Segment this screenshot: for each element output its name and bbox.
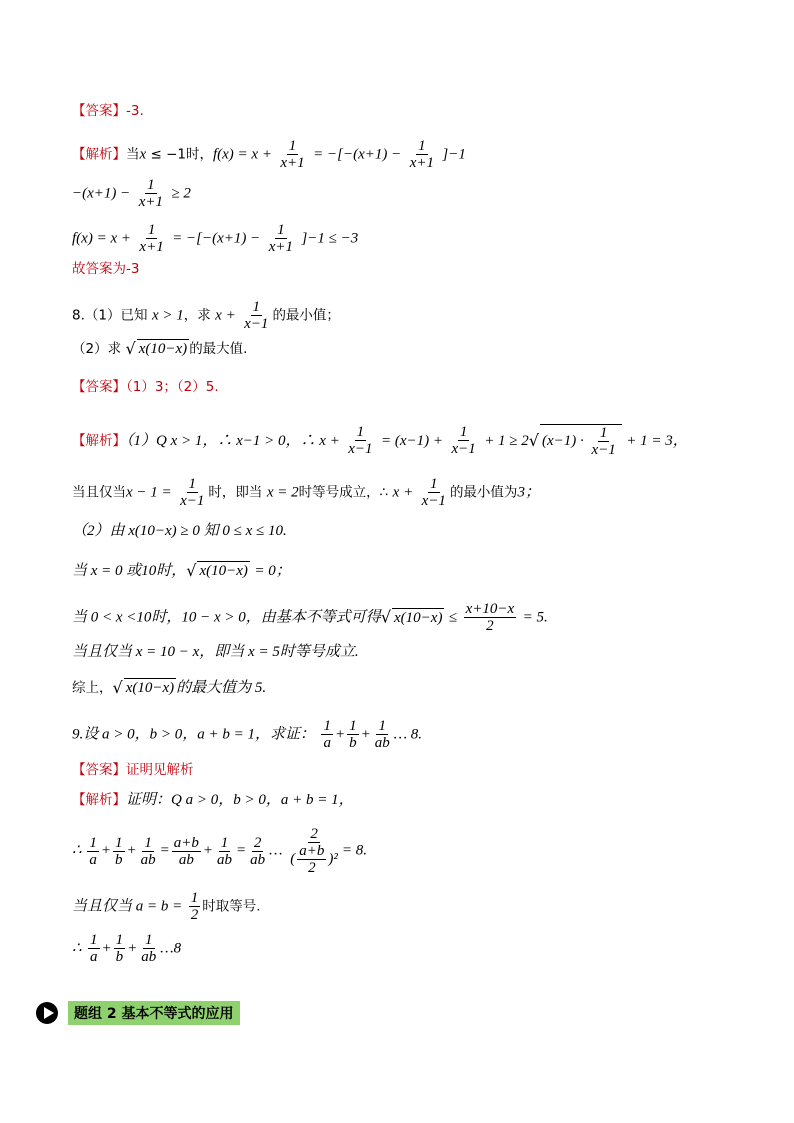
analysis-line-9d: ∴ $\frac{1}{a}$ + $\frac{1}{b}$ + $\frac{1}{ab}$ …8 [72, 932, 182, 965]
analysis-line-7: 【解析】当x ≤ −1时，f(x) = x + $\frac{1}{x+1}$ = −[−(x+1) − $\frac{1}{x+1}$ ]−1 [72, 138, 466, 171]
analysis-line-8c: （2）由 x(10−x) ≥ 0 知 0 ≤ x ≤ 10. [72, 523, 287, 539]
answer-line-8: 【答案】（1）3；（2）5. [72, 379, 219, 395]
answer-tag: 【答案】 [72, 103, 126, 119]
analysis-line-9b: ∴ $\frac{1}{a}$ + $\frac{1}{b}$ + $\frac{1}{ab}$ = $\frac{a+b}{ab}$ + $\frac{1}{ab}$ = $\frac{2}{ab}$ … 2 ( $\frac{a+b}{2}$ )² = 8. [72, 826, 368, 876]
analysis-line-8a: 【解析】（1）Q x > 1，∴ x−1 > 0，∴ x + $\frac{1}{x-1}$ = (x−1) + $\frac{1}{x-1}$ + 1 ≥ 2√ (x−1) · $\frac{1}{x-1}$ + 1 = 3， [72, 424, 688, 458]
fraction: $\frac{1}{x-1}$ [451, 424, 476, 458]
analysis-line-7b: −(x+1) − $\frac{1}{x+1}$ ≥ 2 [72, 177, 191, 210]
question-8: 8.（1）已知 x > 1，求 x + $\frac{1}{x-1}$ 的最小值； [72, 299, 340, 332]
play-icon [36, 1002, 58, 1024]
fraction: $\frac{1}{x-1}$ [348, 424, 373, 458]
fraction: $\frac{1}{x-1}$ [180, 476, 205, 509]
analysis-line-9c: 当且仅当 a = b = $\frac{1}{2}$ 时取等号. [72, 890, 261, 923]
section-title: 题组 2 基本不等式的应用 [68, 1001, 240, 1025]
analysis-tag: 【解析】 [72, 146, 126, 163]
analysis-line-7c: f(x) = x + $\frac{1}{x+1}$ = −[−(x+1) − $\frac{1}{x+1}$ ]−1 ≤ −3 [72, 222, 359, 255]
analysis-line-8b: 当且仅当x − 1 = $\frac{1}{x-1}$ 时，即当 x = 2时等号成立，∴ x + $\frac{1}{x-1}$ 的最小值为3； [72, 476, 540, 509]
question-8-part2: （2）求 √ x(10−x) 的最大值. [72, 339, 248, 358]
fraction: $\frac{1}{x+1}$ [268, 222, 293, 255]
answer-line-9: 【答案】证明见解析 [72, 762, 194, 778]
question-9: 9.设 a > 0，b > 0，a + b = 1，求证： $\frac{1}{a}$ + $\frac{1}{b}$ + $\frac{1}{ab}$ … 8. [72, 718, 423, 751]
analysis-line-8d: 当 x = 0 或10时，√ x(10−x) = 0； [72, 561, 291, 580]
fraction: $\frac{x+10-x}{2}$ [465, 601, 515, 634]
radical: x(10−x) [138, 341, 188, 357]
fraction: $\frac{1}{x-1}$ [421, 476, 446, 509]
answer-line-7 [72, 101, 144, 121]
section-header [36, 1001, 240, 1025]
analysis-line-9a: 【解析】证明：Q a > 0，b > 0，a + b = 1， [72, 792, 354, 808]
analysis-line-8e: 当 0 < x <10时，10 − x > 0，由基本不等式可得√ x(10−x) ≤ $\frac{x+10-x}{2}$ = 5. [72, 601, 548, 634]
fraction: $\frac{1}{x+1}$ [409, 138, 434, 171]
analysis-line-8g: 综上，√ x(10−x) 的最大值为 5. [72, 678, 267, 697]
answer-value: -3. [126, 103, 144, 119]
conclusion-7: 故答案为-3 [72, 261, 140, 277]
radical: (x−1) · $\frac{1}{x-1}$ [540, 424, 622, 458]
analysis-line-8f: 当且仅当 x = 10 − x，即当 x = 5时等号成立. [72, 644, 359, 660]
fraction: $\frac{1}{x+1}$ [138, 177, 163, 210]
fraction: $\frac{1}{x-1}$ [244, 299, 269, 332]
fraction: $\frac{1}{x+1}$ [139, 222, 164, 255]
fraction: $\frac{1}{x+1}$ [280, 138, 305, 171]
